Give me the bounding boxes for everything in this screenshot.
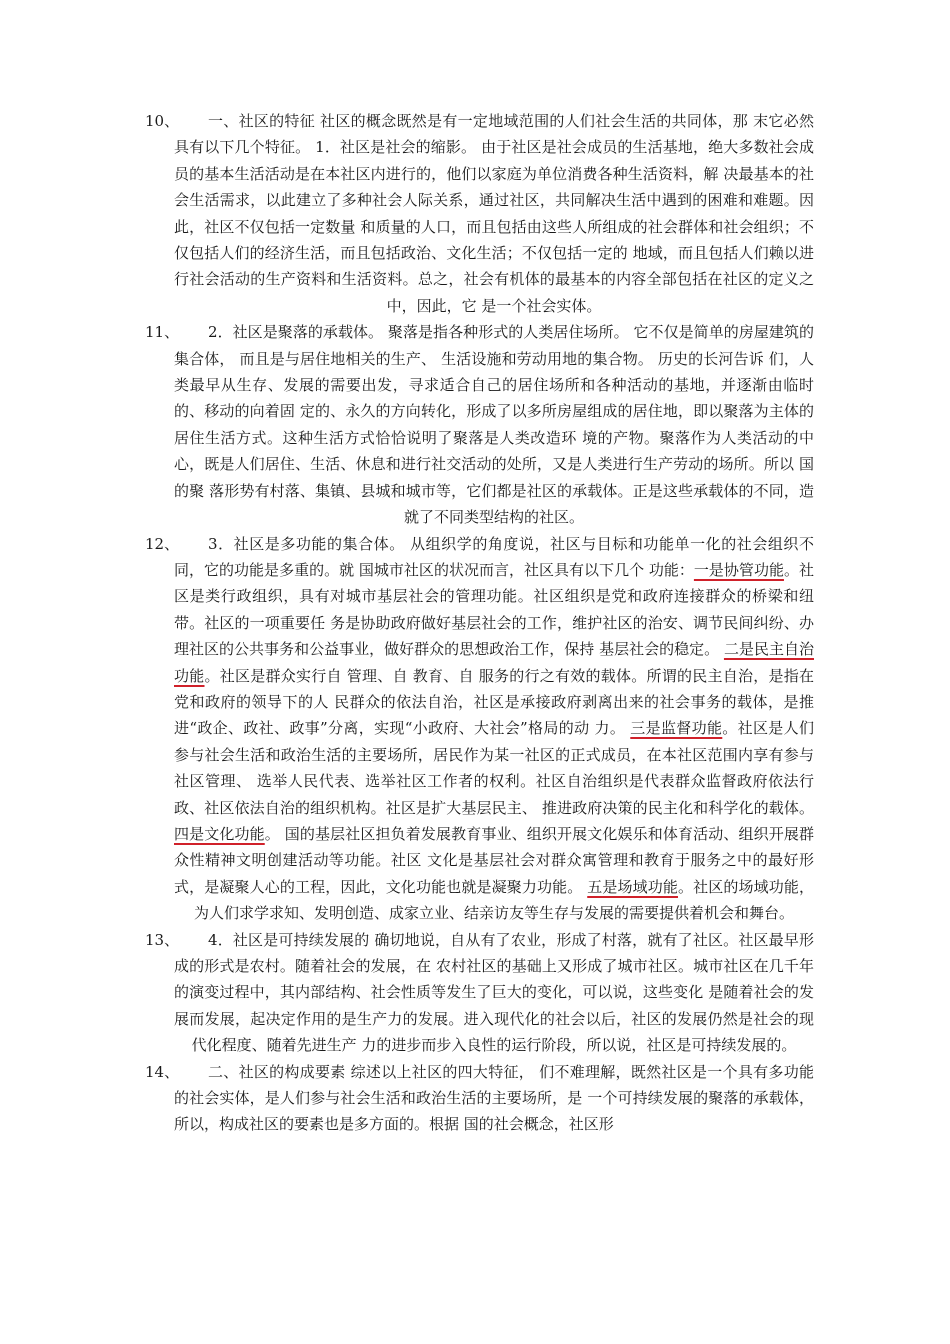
text-segment: 4．社区是可持续发展的 确切地说，自从有了农业，形成了村落，就有了社区。社区最早形成的形式是农村。随着社会的发展，在 农村社区的基础上又形成了城市社区。城市社区在几千年的演变过程中，其内部结构、社会性质等发生了巨大的变化，可以说，这些变化 是随着社会的发展而发展，起决定作用的是生产力的发展。进入现代化的社会以后，社区的发展仍然是社会的现代化程度、随着先进生产 力的进步而步入良性的运行阶段，所以说，社区是可持续发展的。 (174, 930, 814, 1055)
paragraph-text (174, 108, 814, 319)
text-segment: 。社区是群众实行自 管理、自 教育、自 服务的行之有效的载体。所谓的民主自治，是指在党和政府的领导下的人 民群众的依法自治，社区是承接政府剥离出来的社会事务的载体，是推进“政企、政社、政事”分离，实现“小政府、大社会”格局的动 力。 (174, 666, 814, 738)
text-segment: 。社区是类行政组织，具有对城市基层社会的管理功能。社区组织是党和政府连接群众的桥梁和纽带。社区的一项重要任 务是协助政府做好基层社会的工作，维护社区的治安、调节民间纠纷、办理社区的公共事务和公益事业，做好群众的思想政治工作，保持 基层社会的稳定。 (174, 560, 814, 659)
paragraph-number: 14、 (145, 1062, 180, 1081)
underlined-function-label: 五是场域功能 (587, 877, 678, 896)
numbered-paragraph (0, 1059, 950, 1138)
paragraph-text (174, 927, 814, 1059)
paragraph-number: 13、 (145, 930, 180, 949)
text-segment: 一、社区的特征 社区的概念既然是有一定地域范围的人们社会生活的共同体，那 末它必然具有以下几个特征。 1．社区是社会的缩影。 由于社区是社会成员的生活基地，绝大多数社会成员的基本生活活动是在本社区内进行的，他们以家庭为单位消费各种生活资料，解 决最基本的社会生活需求，以此建立了多种社会人际关系，通过社区，共同解决生活中遇到的困难和难题。因此，社区不仅包括一定数量 和质量的人口，而且包括由这些人所组成的社会群体和社会组织；不仅包括人们的经济生活，而且包括政治、文化生活；不仅包括一定的 地域，而且包括人们赖以进行社会活动的生产资料和生活资料。总之，社会有机体的最基本的内容全部包括在社区的定义之中，因此，它 是一个社会实体。 (174, 112, 814, 315)
text-segment: 。 国的基层社区担负着发展教育事业、组织开展文化娱乐和体育活动、组织开展群众性精神文明创建活动等功能。社区 文化是基层社会对群众寓管理和教育于服务之中的最好形式，是凝聚人心的工程，因此，文化功能也就是凝聚力功能。 (174, 824, 814, 896)
numbered-paragraph (0, 531, 950, 927)
underlined-function-label: 四是文化功能 (174, 824, 265, 843)
paragraph-text (174, 531, 814, 927)
paragraph-text (174, 319, 814, 530)
underlined-function-label: 三是监督功能 (630, 719, 723, 738)
text-segment: 3．社区是多功能的集合体。 从组织学的角度说，社区与目标和功能单一化的社会组织不同，它的功能是多重的。就 国城市社区的状况而言，社区具有以下几个 功能： (174, 534, 814, 579)
paragraph-number: 12、 (145, 534, 180, 553)
text-segment: 。社区是人们参与社会生活和政治生活的主要场所，居民作为某一社区的正式成员，在本社区范围内享有参与社区管理、 选举人民代表、选举社区工作者的权利。社区自治组织是代表群众监督政府依法行政、社区依法自治的组织机构。社区是扩大基层民主、 推进政府决策的民主化和科学化的载体。 (174, 719, 814, 817)
numbered-paragraph (0, 108, 950, 319)
text-segment: 2．社区是聚落的承载体。 聚落是指各种形式的人类居住场所。 它不仅是简单的房屋建筑的集合体， 而且是与居住地相关的生产、 生活设施和劳动用地的集合物。 历史的长河告诉 们，人类最早从生存、发展的需要出发，寻求适合自己的居住场所和各种活动的基地，并逐渐由临时的、移动的向着固 定的、永久的方向转化，形成了以多所房屋组成的居住地，即以聚落为主体的居住生活方式。这种生活方式恰恰说明了聚落是人类改造环 境的产物。聚落作为人类活动的中心，既是人们居住、生活、休息和进行社交活动的处所，又是人类进行生产劳动的场所。所以 国的聚 落形势有村落、集镇、县城和城市等，它们都是社区的承载体。正是这些承载体的不同，造就了不同类型结构的社区。 (174, 323, 814, 527)
paragraph-text (174, 1059, 814, 1138)
document-content (0, 108, 950, 1138)
underlined-function-label: 一是协管功能 (693, 560, 784, 579)
paragraph-number: 10、 (145, 112, 180, 130)
numbered-paragraph (0, 319, 950, 530)
paragraph-number: 11、 (145, 323, 180, 342)
text-segment: 。社区的场域功能，为人们求学求知、发明创造、成家立业、结亲访友等生存与发展的需要提供着机会和舞台。 (193, 877, 814, 923)
text-segment: 二、社区的构成要素 综述以上社区的四大特征， 们不难理解，既然社区是一个具有多功能的社会实体，是人们参与社会生活和政治生活的主要场所，是 一个可持续发展的聚落的承载体，所以，构成社区的要素也是多方面的。根据 国的社会概念，社区形 (174, 1062, 814, 1134)
underlined-function-label: 二是民主自治功能 (174, 640, 814, 685)
numbered-paragraph (0, 927, 950, 1059)
